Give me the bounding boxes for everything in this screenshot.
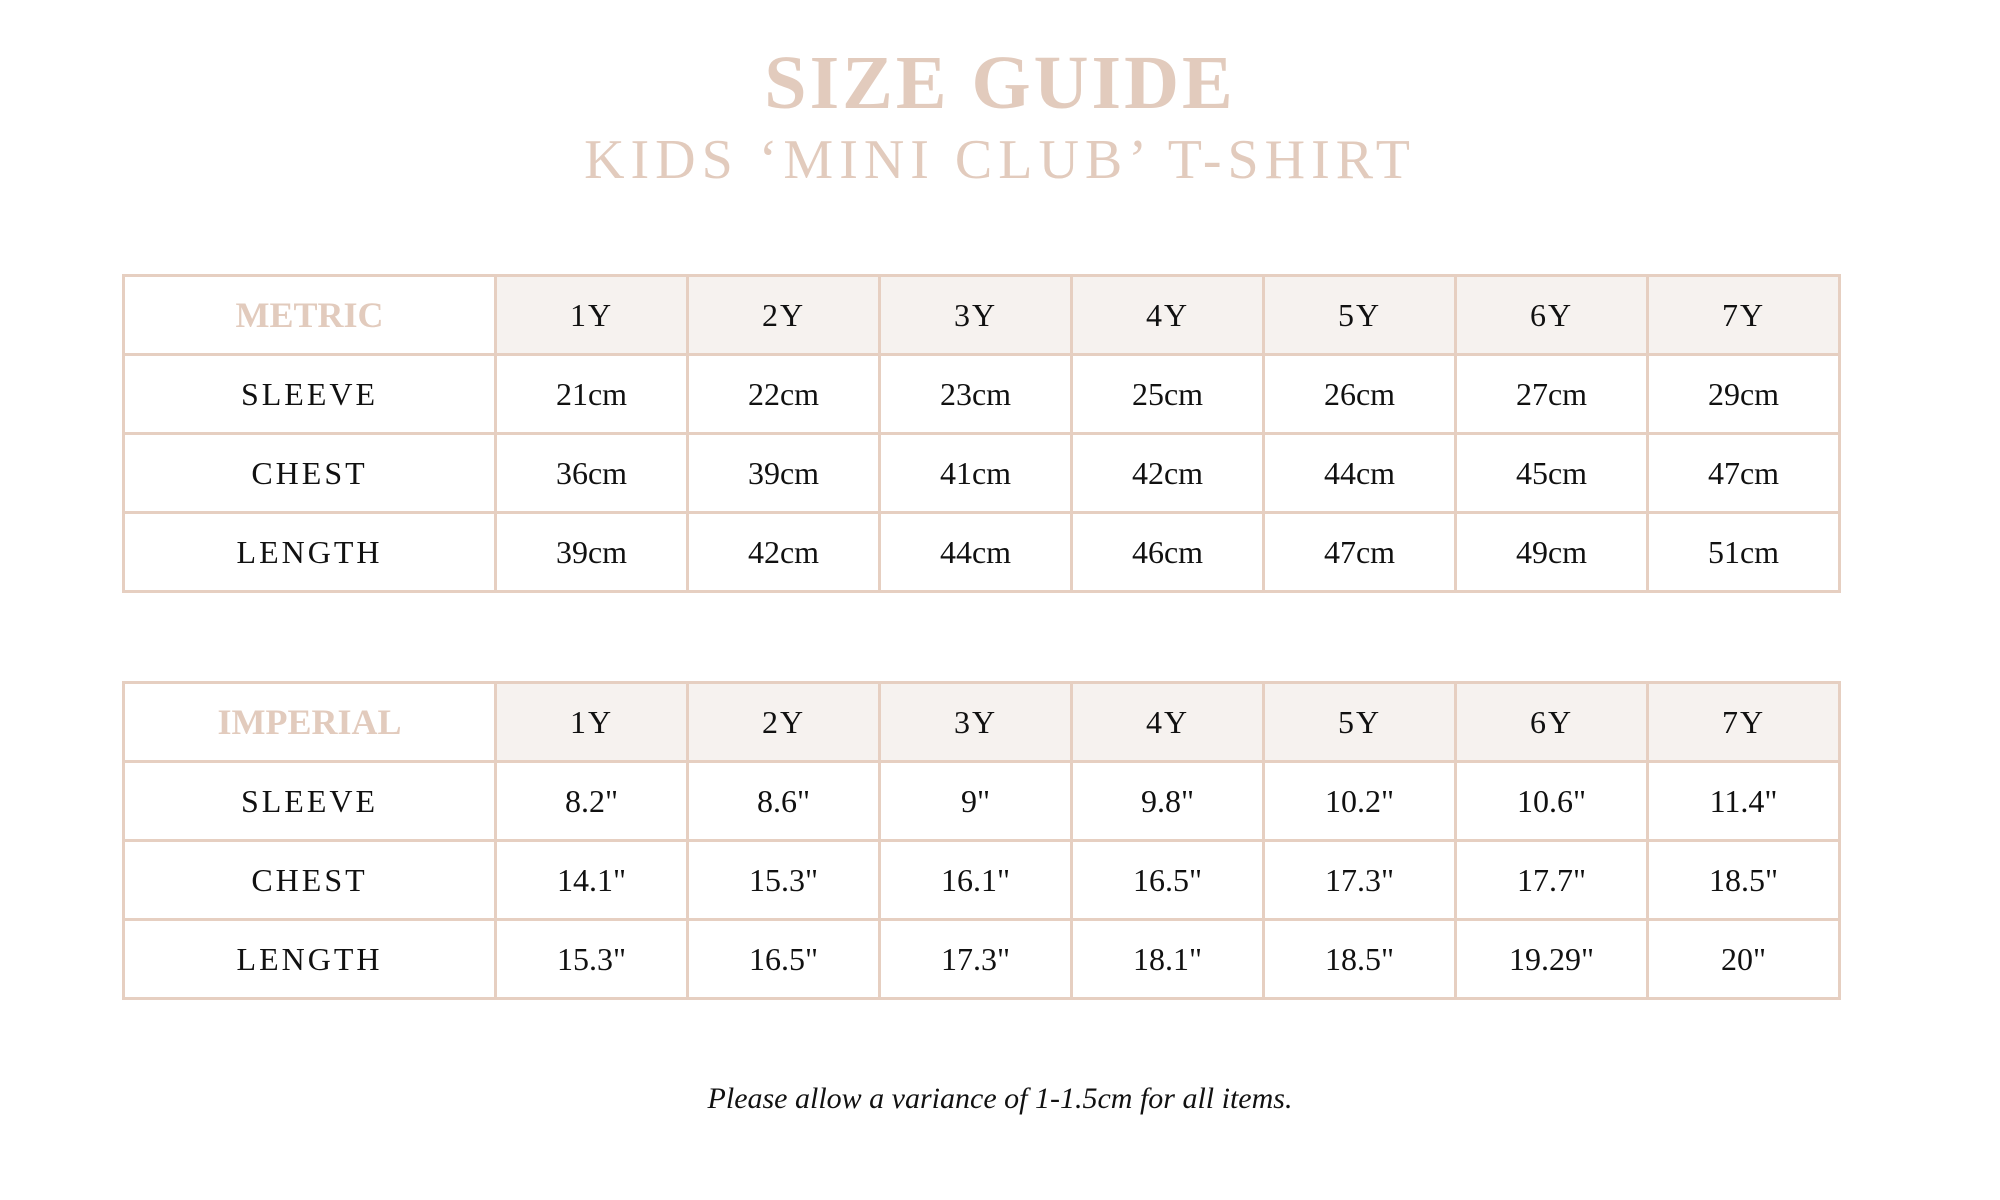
table-cell: 49cm (1456, 513, 1648, 592)
page-title: SIZE GUIDE (764, 41, 1236, 125)
table-cell: 17.3" (1264, 841, 1456, 920)
row-label: CHEST (124, 841, 496, 920)
size-header-cell: 7Y (1648, 276, 1840, 355)
table-cell: 36cm (496, 434, 688, 513)
table-cell: 22cm (688, 355, 880, 434)
row-label: LENGTH (124, 513, 496, 592)
table-row (124, 513, 1840, 592)
table-header-row (124, 276, 1840, 355)
size-header-cell: 5Y (1264, 276, 1456, 355)
imperial-size-table (122, 681, 1841, 1000)
size-header-cell: 1Y (496, 683, 688, 762)
table-cell: 10.2" (1264, 762, 1456, 841)
row-label: CHEST (124, 434, 496, 513)
table-cell: 17.7" (1456, 841, 1648, 920)
table-cell: 41cm (880, 434, 1072, 513)
table-cell: 8.6" (688, 762, 880, 841)
size-header-cell: 3Y (880, 683, 1072, 762)
size-header-cell: 6Y (1456, 276, 1648, 355)
table-cell: 17.3" (880, 920, 1072, 999)
table-cell: 25cm (1072, 355, 1264, 434)
metric-size-table (122, 274, 1841, 593)
size-header-cell: 2Y (688, 683, 880, 762)
size-header-cell: 1Y (496, 276, 688, 355)
table-cell: 42cm (688, 513, 880, 592)
table-cell: 27cm (1456, 355, 1648, 434)
table-row (124, 841, 1840, 920)
table-cell: 11.4" (1648, 762, 1840, 841)
table-cell: 23cm (880, 355, 1072, 434)
table-row (124, 920, 1840, 999)
table-cell: 46cm (1072, 513, 1264, 592)
table-cell: 18.1" (1072, 920, 1264, 999)
table-cell: 10.6" (1456, 762, 1648, 841)
table-row (124, 762, 1840, 841)
table-cell: 15.3" (688, 841, 880, 920)
table-cell: 18.5" (1264, 920, 1456, 999)
table-cell: 9" (880, 762, 1072, 841)
table-header-row (124, 683, 1840, 762)
table-cell: 20" (1648, 920, 1840, 999)
table-cell: 14.1" (496, 841, 688, 920)
table-cell: 16.1" (880, 841, 1072, 920)
size-header-cell: 5Y (1264, 683, 1456, 762)
table-cell: 29cm (1648, 355, 1840, 434)
size-header-cell: 6Y (1456, 683, 1648, 762)
table-cell: 16.5" (1072, 841, 1264, 920)
variance-note: Please allow a variance of 1-1.5cm for all items. (707, 1082, 1293, 1115)
table-row (124, 355, 1840, 434)
row-label: SLEEVE (124, 355, 496, 434)
page-subtitle: KIDS ‘MINI CLUB’ T-SHIRT (584, 129, 1416, 191)
size-header-cell: 7Y (1648, 683, 1840, 762)
table-cell: 8.2" (496, 762, 688, 841)
table-unit-label: METRIC (124, 276, 496, 355)
size-header-cell: 2Y (688, 276, 880, 355)
table-cell: 21cm (496, 355, 688, 434)
size-header-cell: 4Y (1072, 276, 1264, 355)
table-unit-label: IMPERIAL (124, 683, 496, 762)
table-cell: 26cm (1264, 355, 1456, 434)
table-cell: 18.5" (1648, 841, 1840, 920)
table-cell: 15.3" (496, 920, 688, 999)
table-cell: 47cm (1648, 434, 1840, 513)
table-cell: 47cm (1264, 513, 1456, 592)
table-cell: 39cm (688, 434, 880, 513)
table-cell: 51cm (1648, 513, 1840, 592)
table-cell: 19.29" (1456, 920, 1648, 999)
table-cell: 44cm (880, 513, 1072, 592)
table-cell: 42cm (1072, 434, 1264, 513)
size-header-cell: 3Y (880, 276, 1072, 355)
table-cell: 9.8" (1072, 762, 1264, 841)
row-label: LENGTH (124, 920, 496, 999)
size-header-cell: 4Y (1072, 683, 1264, 762)
table-row (124, 434, 1840, 513)
table-cell: 45cm (1456, 434, 1648, 513)
row-label: SLEEVE (124, 762, 496, 841)
table-cell: 44cm (1264, 434, 1456, 513)
table-cell: 16.5" (688, 920, 880, 999)
table-cell: 39cm (496, 513, 688, 592)
